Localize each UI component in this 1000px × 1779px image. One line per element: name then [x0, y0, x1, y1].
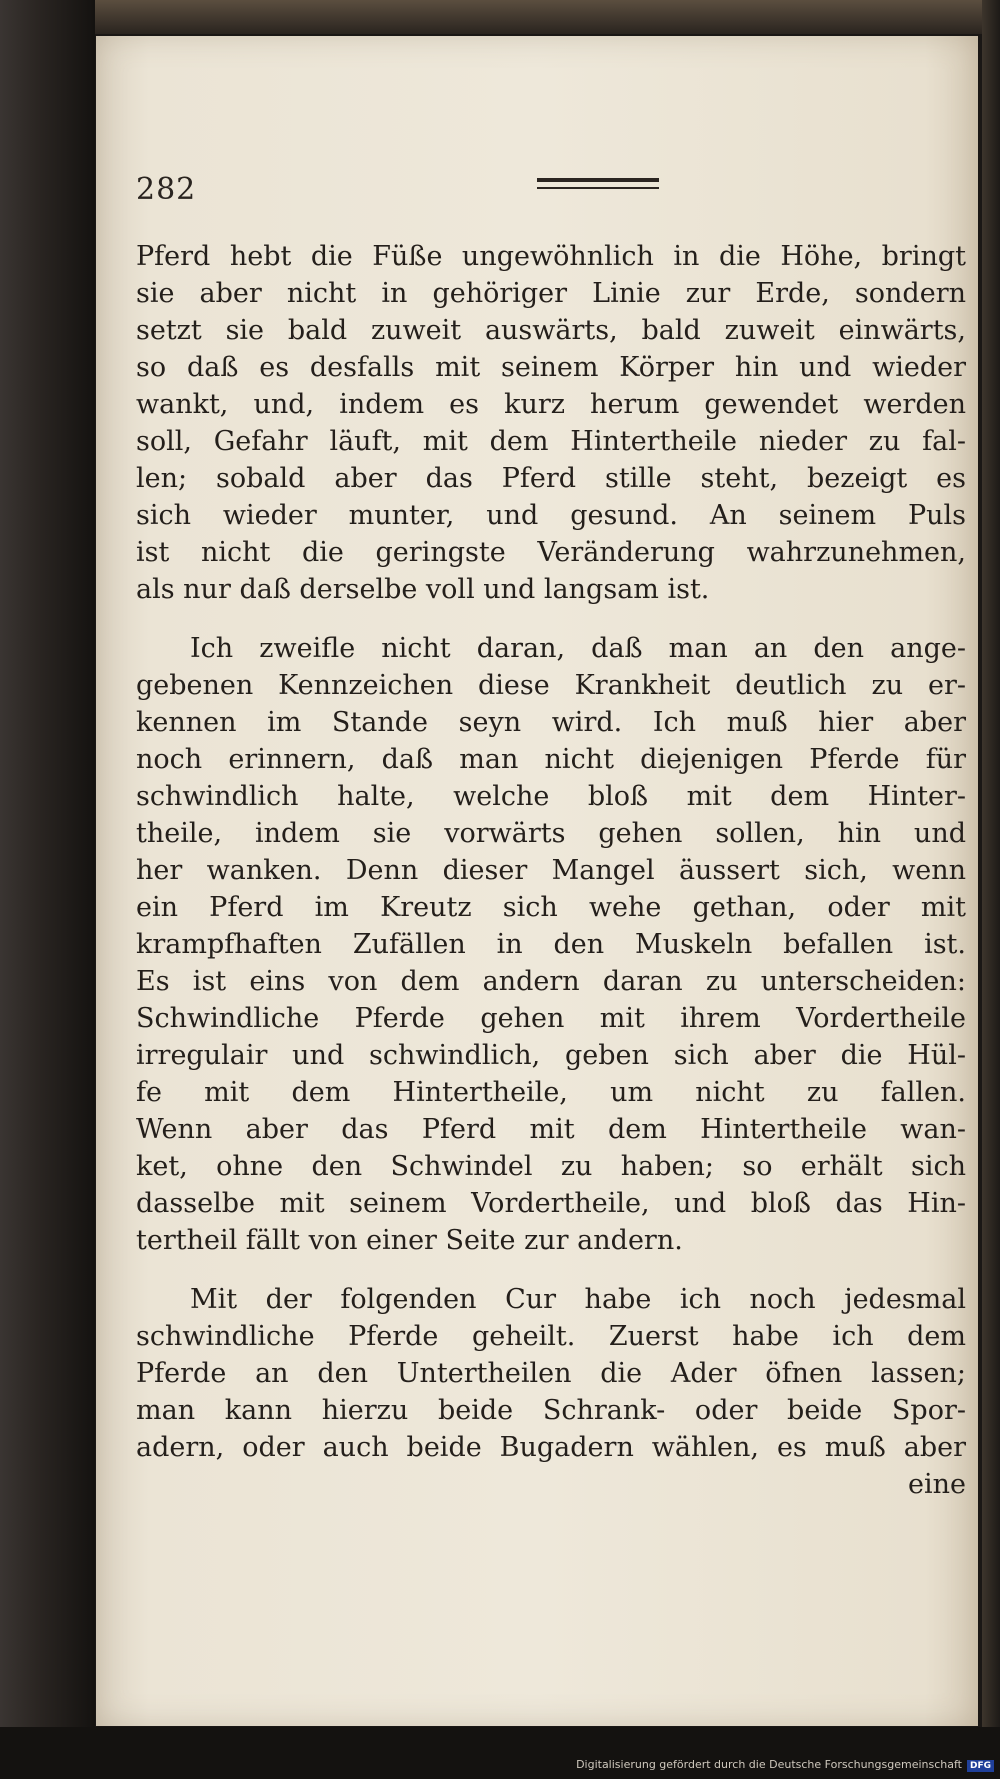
text-line: tertheil fällt von einer Seite zur andern. — [136, 1225, 683, 1256]
text-line: Wenn aber das Pferd mit dem Hintertheile wan- — [136, 1114, 966, 1145]
text-line: sich wieder munter, und gesund. An seinem Puls — [136, 500, 966, 531]
scan-left-margin — [0, 0, 95, 1779]
paragraph — [136, 238, 966, 608]
scan-right-edge — [982, 0, 1000, 1779]
footer-bar — [0, 1727, 1000, 1779]
text-line: schwindliche Pferde geheilt. Zuerst habe ich dem — [136, 1321, 966, 1352]
text-line: noch erinnern, daß man nicht diejenigen Pferde für — [136, 744, 966, 775]
text-line: sie aber nicht in gehöriger Linie zur Erde, sondern — [136, 278, 966, 309]
text-line: kennen im Stande seyn wird. Ich muß hier aber — [136, 707, 966, 738]
paragraph — [136, 630, 966, 1259]
text-line: schwindlich halte, welche bloß mit dem Hinter- — [136, 781, 966, 812]
text-line: als nur daß derselbe voll und langsam ist. — [136, 574, 710, 605]
paragraph-gap — [136, 1259, 966, 1281]
text-line: krampfhaften Zufällen in den Muskeln befallen ist. — [136, 929, 966, 960]
scan-top-band — [0, 0, 1000, 34]
text-line: man kann hierzu beide Schrank- oder beide Spor- — [136, 1395, 966, 1426]
text-line: len; sobald aber das Pferd stille steht, bezeigt es — [136, 463, 966, 494]
text-line: ist nicht die geringste Veränderung wahrzunehmen, — [136, 537, 966, 568]
funding-credit: Digitalisierung gefördert durch die Deutsche Forschungsgemeinschaft — [576, 1758, 962, 1771]
text-line: Mit der folgenden Cur habe ich noch jedesmal — [190, 1284, 966, 1315]
dfg-logo-icon: DFG — [967, 1760, 994, 1772]
text-line: so daß es desfalls mit seinem Körper hin und wieder — [136, 352, 966, 383]
text-line: adern, oder auch beide Bugadern wählen, es muß aber — [136, 1432, 966, 1463]
text-line: gebenen Kennzeichen diese Krankheit deutlich zu er- — [136, 670, 966, 701]
paragraph-gap — [136, 608, 966, 630]
text-line: her wanken. Denn dieser Mangel äussert sich, wenn — [136, 855, 966, 886]
text-line: Schwindliche Pferde gehen mit ihrem Vordertheile — [136, 1003, 966, 1034]
text-line: setzt sie bald zuweit auswärts, bald zuweit einwärts, — [136, 315, 966, 346]
text-line: ket, ohne den Schwindel zu haben; so erhält sich — [136, 1151, 966, 1182]
paragraph — [136, 1281, 966, 1466]
page-number: 282 — [136, 172, 197, 207]
text-line: theile, indem sie vorwärts gehen sollen, hin und — [136, 818, 966, 849]
text-line: Pferde an den Untertheilen die Ader öfnen lassen; — [136, 1358, 966, 1389]
header-rule — [537, 178, 659, 189]
text-line: fe mit dem Hintertheile, um nicht zu fallen. — [136, 1077, 966, 1108]
text-line: Ich zweifle nicht daran, daß man an den ange- — [190, 633, 966, 664]
text-line: dasselbe mit seinem Vordertheile, und bloß das Hin- — [136, 1188, 966, 1219]
text-line: Pferd hebt die Füße ungewöhnlich in die Höhe, bringt — [136, 241, 966, 272]
text-line: Es ist eins von dem andern daran zu unterscheiden: — [136, 966, 966, 997]
text-line: soll, Gefahr läuft, mit dem Hintertheile nieder zu fal- — [136, 426, 966, 457]
text-line: wankt, und, indem es kurz herum gewendet werden — [136, 389, 966, 420]
text-line: ein Pferd im Kreutz sich wehe gethan, oder mit — [136, 892, 966, 923]
catchword: eine — [908, 1469, 966, 1500]
page-body-text — [136, 238, 966, 1503]
text-line: irregulair und schwindlich, geben sich aber die Hül- — [136, 1040, 966, 1071]
